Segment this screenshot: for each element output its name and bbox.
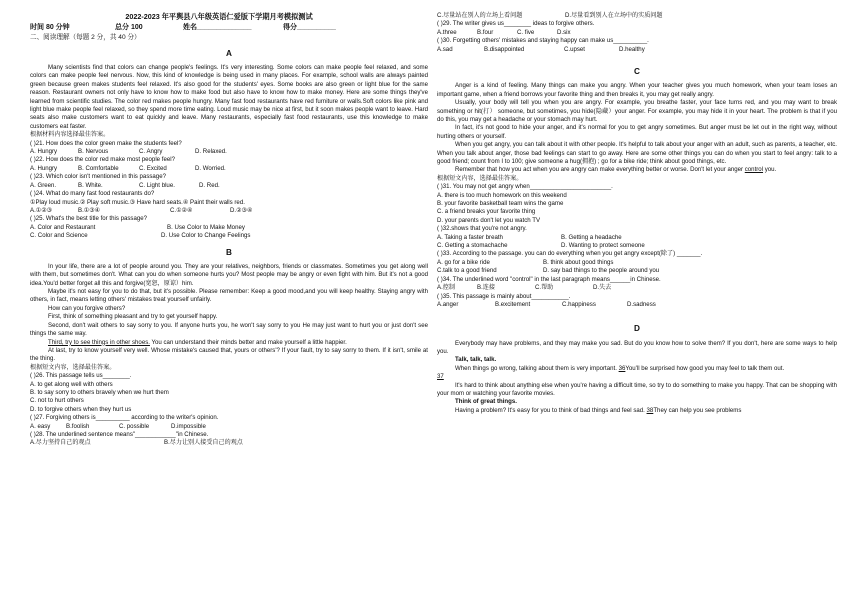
q33-options-row2	[437, 267, 837, 275]
q28-options-row2	[437, 12, 837, 20]
passage-c-para-4: When you get angry, you can talk about it with other people. It's helpful to talk about your anger with an adult, such as parents, a teacher, etc. When you talk about anger, those bad feelings can start to go away. Here are some other things you can do when you start to feel angry: talk to a good friend; count from I to 100; give someone a hug(拥抱) ; go for a bike ride; think about good things, etc.	[437, 141, 837, 165]
option: C. not to hurt others	[30, 397, 84, 405]
question-27: ( )27. Forgiving others is__________ according to the writer's opinion.	[30, 414, 219, 422]
option: C.upset	[564, 45, 586, 53]
passage-b-instruction: 根据短文内容，选择最佳答案。	[30, 363, 116, 371]
option: C.帮助	[535, 284, 554, 292]
option: B.four	[477, 28, 494, 36]
option: B. Use Color to Make Money	[167, 223, 245, 231]
passage-d-heading-2: Think of great things.	[455, 398, 517, 406]
passage-c-letter: C	[634, 67, 640, 77]
passage-b-para-4: First, think of something pleasant and try to get yourself happy.	[48, 313, 218, 321]
question-28: ( )28. The underlined sentence means"____________"in Chinese.	[30, 430, 209, 438]
option: B.foolish	[66, 422, 90, 430]
option: D.sadness	[627, 300, 656, 308]
option: D. say bad things to the people around you	[543, 267, 660, 275]
blank-37: 37	[437, 373, 444, 381]
option: B.连接	[477, 284, 495, 292]
option: C. Getting a stomachache	[437, 242, 508, 250]
option: C.①②④	[170, 206, 193, 214]
option: C.talk to a good friend	[437, 267, 497, 275]
passage-d-letter: D	[634, 324, 640, 334]
passage-b-para-3: How can you forgive others?	[48, 304, 126, 312]
passage-d-para-1: Everybody may have problems, and they may make you sad. But do you know how to solve them? If you don't, here are some ways to help you.	[437, 339, 837, 356]
option: B. White.	[78, 181, 103, 189]
blank-38: 38	[646, 406, 654, 414]
para-text: Having a problem? It's easy for you to think of bad things and feel sad.	[455, 406, 647, 414]
option: C. Color and Science	[30, 232, 88, 240]
passage-a-letter: A	[226, 48, 232, 58]
q32-options-row1	[437, 234, 837, 242]
option: C. Light blue.	[139, 181, 175, 189]
option: D.尽量看到别人在立场中的实质问题	[565, 12, 663, 19]
q25-options-row1	[30, 224, 428, 232]
blank-36: 36	[618, 364, 626, 372]
option: A. Green.	[30, 181, 57, 189]
q23-options	[30, 182, 428, 190]
question-21: ( )21. How does the color green make the students feel?	[30, 139, 182, 147]
question-33: ( )33. According to the passage. you can do everything when you get angry except(除了) _______.	[437, 250, 703, 258]
para-text: You'll be surprised how good you may feel to talk them out.	[625, 364, 785, 372]
option: A. easy	[30, 422, 51, 430]
option: C.尽量站在别人的立场上看问题	[437, 12, 523, 19]
q30-options	[437, 46, 837, 54]
option: B. think about good things	[543, 258, 614, 266]
passage-b-para-1: In your life, there are a lot of people around you. They are your relatives, neighbors, friends or classmates. Sometimes you get along well with them, but sometimes don't. What can you do when someone hurts you? Most people may be angry or even fight with him. But it's not a good idea.You'd better forget all this and forgive(宽恕，原谅）him.	[30, 262, 428, 287]
option: A.sad	[437, 45, 453, 53]
option: A.控制	[437, 284, 455, 292]
q29-options	[437, 29, 837, 37]
option: B.①③④	[78, 206, 101, 214]
option: D.six	[557, 28, 571, 36]
option: B.excitement	[495, 300, 531, 308]
option: C.happiness	[562, 300, 596, 308]
passage-b-para-2: Maybe it's not easy for you to do that, but it's possible. Please remember: Keep a good mood,and you will keep healthy. Staying angry with others, in fact, means letting others' mistakes treat yourself unfairly.	[30, 288, 428, 304]
section-heading: 二、阅读理解（每题 2 分，共 40 分）	[30, 33, 141, 41]
option: A. there is too much homework on this weekend	[437, 191, 567, 199]
underlined-sentence: Third, try to see things in other shoes.	[48, 338, 150, 346]
q22-options	[30, 165, 428, 173]
option: D. Wanting to protect someone	[561, 242, 645, 250]
q21-options	[30, 148, 428, 156]
passage-d-para-3: It's hard to think about anything else when you're having a difficult time, so try to do something to make you happy. That can be shopping with your mom or watching your favorite movies.	[437, 381, 837, 398]
passage-d-para-2	[437, 365, 837, 373]
option: B.disappointed	[484, 45, 525, 53]
option: A. go for a bike ride	[437, 258, 490, 266]
exam-meta	[30, 23, 428, 33]
option: A. Hungry	[30, 148, 58, 156]
q24-note: ①Play loud music.② Play soft music.③ Have hard seats.④ Paint their walls red.	[30, 198, 245, 206]
passage-b-para-5: Second, don't wait others to say sorry to you. If anyone hurts you, he won't say sorry to you He may just want to hurt you or just don't see things the same way.	[30, 321, 428, 338]
question-30: ( )30. Forgetting others' mistakes and staying happy can make us__________.	[437, 37, 649, 45]
passage-c-para-5	[437, 166, 837, 174]
option: D. your parents don't let you watch TV	[437, 216, 541, 224]
option: B. Comfortable	[78, 164, 119, 172]
para-text: Remember that how you act when you are angry can make everything better or worse. Don't let your anger	[455, 166, 745, 174]
name-field: 姓名______________	[183, 23, 252, 31]
q24-options	[30, 207, 428, 215]
underlined-word: control	[744, 166, 764, 174]
q28-options-row1	[30, 439, 428, 447]
option: B. to say sorry to others bravely when we hurt them	[30, 388, 169, 396]
para-text: When things go wrong, talking about them is very important.	[455, 364, 619, 372]
passage-a-text: Many scientists find that colors can change people's feelings. It's very interesting. Some colors can make people feel relaxed, and some colors can make people feel nervous. Now, this kind of knowledge is being used in many places. For example, school walls are always painted green because green makes students feel relaxed. It's also good for the students' eyes. Some books are also green or light blue for the same reason. Restaurant owners not only have to know how to make food but also have to know how to make money. Here are some things they've learned from scientific studies. The color red makes people hungry. Many fast food restaurants have red furniture or walls.Soft colors like pink and light blue make people feel relaxed, so they spend more time eating. Loud music may be nice at first, but it soon makes people want to leave. Hard seats also make customers want to eat quickly and leave. Many restaurants, especially fast food restaurants, use this knowledge to make customers eat faster.	[30, 64, 428, 130]
option: B. your favorite basketball team wins the game	[437, 200, 564, 208]
points-field: 得分__________	[283, 23, 336, 31]
option: A.anger	[437, 300, 459, 308]
time-label: 时间 80 分钟	[30, 23, 70, 31]
option: C. Excited	[139, 164, 167, 172]
question-25: ( )25. What's the best title for this passage?	[30, 215, 148, 223]
passage-b-letter: B	[226, 247, 232, 257]
question-29: ( )29. The writer gives us________ ideas to forgive others.	[437, 20, 595, 28]
para-text: you.	[763, 166, 777, 174]
question-34: ( )34. The underlined word "control" in the last paragraph means______in Chinese.	[437, 275, 661, 283]
para-text: You can understand their minds better and make yourself a little happier.	[149, 338, 347, 346]
option: D. Use Color to Change Feelings	[161, 232, 251, 240]
passage-b-para-6	[30, 339, 428, 347]
left-column	[30, 12, 428, 448]
q34-options	[437, 284, 837, 292]
option: C. Angry	[139, 148, 163, 156]
passage-d-para-4	[437, 407, 837, 415]
option: A.①②③	[30, 206, 53, 214]
option: C. five	[517, 28, 535, 36]
passage-c-para-2: Usually, your body will tell you when you are angry. For example, you breathe faster, your face turns red, and you may want to break something or hit(打） someone, but sometimes, you hide(隐藏）your anger. For example, you may hide it in your heart. The problem is that if you do this, you may get a headache or your stomach may hurt.	[437, 99, 837, 123]
passage-c-para-3: In fact, it's not good to hide your anger, and it's normal for you to get angry sometimes. But anger must be let out in the right way, without hurting others or yourself.	[437, 124, 837, 140]
option: A.尽力坚持自己的观点	[30, 439, 91, 447]
option: A.three	[437, 28, 457, 36]
option: B. Nervous	[78, 148, 109, 156]
passage-c-instruction: 根据短文内容，选择最佳答案。	[437, 174, 523, 182]
passage-a-instruction: 根据材料内容选择最佳答案。	[30, 131, 110, 139]
q27-options	[30, 423, 428, 431]
question-23: ( )23. Which color isn't mentioned in this passage?	[30, 173, 166, 181]
option: D. Red.	[199, 181, 220, 189]
option: B. Getting a headache	[561, 233, 622, 241]
passage-b-para-7: At last, try to know yourself very well. Whose mistake's caused that, yours or others'? If your fault, try to say sorry to them. If it isn't, smile at the thing.	[30, 346, 428, 363]
question-35: ( )35. This passage is mainly about___________.	[437, 292, 571, 300]
passage-d-heading-1: Talk, talk, talk.	[455, 356, 497, 364]
option: D. Relaxed.	[195, 148, 227, 156]
option: A. Hungry	[30, 164, 58, 172]
question-24: ( )24. What do many fast food restaurants do?	[30, 190, 155, 198]
option: D. to forgive others when they hurt us	[30, 405, 132, 413]
question-26: ( )26. This passage tells us________.	[30, 372, 132, 380]
passage-c-para-1: Anger is a kind of feeling. Many things can make you angry. When your teacher gives you much homework, when your team loses an important game, when a friend borrows your favorite thing and then breaks it, you may get really angry.	[437, 82, 837, 98]
option: A. to get along well with others	[30, 380, 113, 388]
option: D.impossible	[171, 422, 206, 430]
question-22: ( )22. How does the color red make most people feel?	[30, 156, 175, 164]
q25-options-row2	[30, 232, 428, 240]
option: D.失去	[593, 284, 612, 292]
option: D.②③④	[230, 206, 253, 214]
option: D.healthy	[619, 45, 645, 53]
q33-options-row1	[437, 259, 837, 267]
score-label: 总分 100	[115, 23, 143, 31]
para-text: They can help you see problems	[653, 406, 742, 414]
option: D. Worried.	[195, 164, 226, 172]
option: A. Color and Restaurant	[30, 223, 96, 231]
q35-options	[437, 301, 837, 309]
option: B.尽力让别人接受自己的观点	[164, 439, 243, 447]
option: C. a friend breaks your favorite thing	[437, 208, 536, 216]
option: A. Taking a faster breath	[437, 233, 503, 241]
question-31: ( )31. You may not get angry when________________________.	[437, 183, 613, 191]
right-column	[437, 12, 837, 415]
exam-title: 2022-2023 年平舆县八年级英语仁爱版下学期月考模拟测试	[125, 12, 313, 21]
question-32: ( )32.shows that you're not angry.	[437, 225, 527, 233]
option: C. possible	[119, 422, 150, 430]
